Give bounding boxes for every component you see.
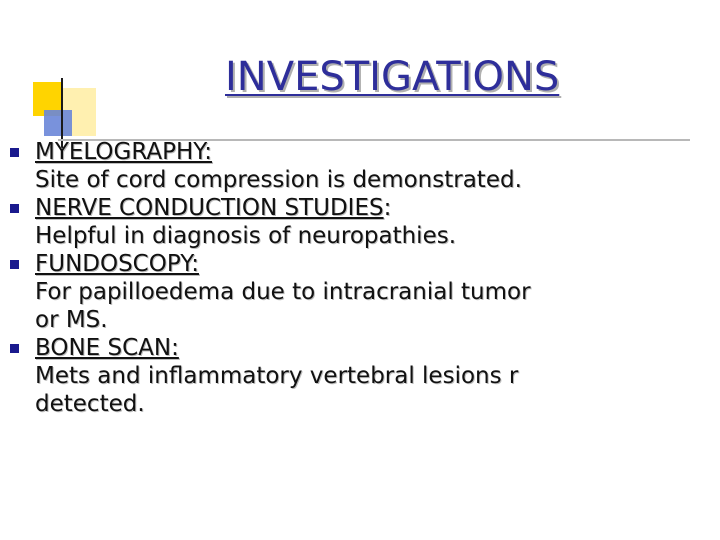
item-description: Site of cord compression is demonstrated. [35,167,522,193]
square-bullet-icon [10,260,19,269]
item-heading: FUNDOSCOPY: [35,251,199,277]
item-description: Mets and inflammatory vertebral lesions r [35,363,519,389]
bullet-list [10,138,710,418]
item-description-continued: or MS. [35,307,108,333]
item-description: Helpful in diagnosis of neuropathies. [35,223,457,249]
item-description-continued: detected. [35,391,145,417]
slide-title: INVESTIGATIONS [225,54,560,100]
square-bullet-icon [10,148,19,157]
square-bullet-icon [10,344,19,353]
item-heading: NERVE CONDUCTION STUDIES: [35,195,392,221]
decorative-blue-square [44,110,72,136]
item-heading: MYELOGRAPHY: [35,139,213,165]
square-bullet-icon [10,204,19,213]
item-description: For papilloedema due to intracranial tumor [35,279,531,305]
list-item-bone-scan [10,334,710,418]
list-item-myelography [10,138,710,194]
list-item-fundoscopy [10,250,710,334]
item-heading: BONE SCAN: [35,335,179,361]
list-item-nerve-conduction [10,194,710,250]
